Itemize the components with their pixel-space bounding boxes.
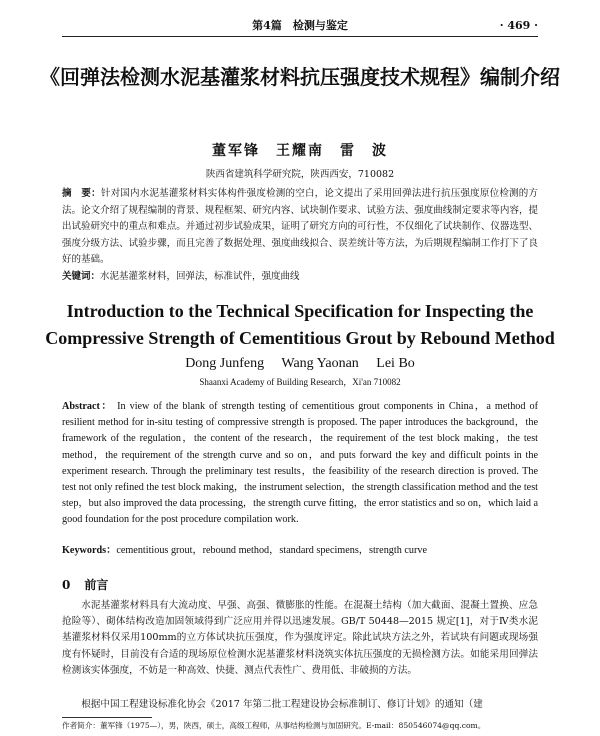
section-number: 0 — [62, 578, 71, 592]
intro-paragraph-1: 水泥基灌浆材料具有大流动度、早强、高强、微膨胀的性能。在混凝土结构（加大截面、混凝土置换、应急抢险等）、砌体结构改造加固领域得到广泛应用并得以迅速发展。GB/T 50448—2015 规定[1]，对于Ⅳ类水泥基灌浆材料仅采用100mm的立方体试块抗压强度，作为强度评定。除此试块方法之外，若试块有问题或现场强度有怀疑时，目前没有合适的现场原位检测水泥基灌浆材料浇筑实体抗压强度的无损检测方法。如能采用回弹法检测该实体强度，不妨是一种高效、快捷、测点代表性广、费用低、非破损的方法。 — [62, 600, 538, 676]
intro-paragraph-2: 根据中国工程建设标准化协会《2017 年第二批工程建设协会标准制订、修订计划》的通知（建 — [81, 699, 483, 710]
author-footnote: 作者简介：董军锋（1975—），男，陕西，硕士，高级工程师，从事结构检测与加固研究。E-mail：850546074@qq.com。 — [62, 721, 486, 730]
section-heading — [62, 576, 108, 593]
footnote-divider — [62, 717, 152, 718]
cn-affiliation: 陕西省建筑科学研究院，陕西西安，710082 — [205, 169, 395, 180]
cn-title: 《回弹法检测水泥基灌浆材料抗压强度技术规程》编制介绍 — [40, 65, 560, 89]
cn-keywords-label: 关键词： — [62, 271, 101, 282]
en-affiliation: Shaanxi Academy of Building Research，Xi'an 710082 — [199, 377, 401, 387]
en-keywords-label: Keywords： — [62, 545, 117, 556]
en-abstract-text: In view of the blank of strength testing of cementitious grout components in China，a method of resilient method for in-situ testing of compressive strength is proposed. The paper introduces the background，the framework of the regulation，the content of the research，the requirement of the test block making，the test method，the requirement of the strength curve and so on，and puts forward the key and difficult points in the experiment research. Through the preliminary test results，the feasibility of the research direction is proved. The test not only refined the test block making，the instrument selection，the strength classification method and the test step，but also improved the data processing，the strength curve fitting，the error statistics and so on，which laid a good foundation for the post procedure compilation work. — [62, 401, 539, 526]
en-keywords-text: cementitious grout，rebound method，standard specimens，strength curve — [116, 545, 427, 556]
header-section: 第4篇 检测与鉴定 — [252, 19, 348, 32]
cn-keywords-text: 水泥基灌浆材料，回弹法，标准试件，强度曲线 — [100, 271, 300, 282]
section-title: 前言 — [84, 578, 109, 592]
cn-authors: 董军锋 王耀南 雷 波 — [212, 143, 388, 159]
en-keywords — [62, 541, 538, 556]
cn-abstract-text: 针对国内水泥基灌浆材料实体构件强度检测的空白，论文提出了采用回弹法进行抗压强度原位检测的方法。论文介绍了规程编制的背景、规程框架、研究内容、试块制作要求、试验方法、强度曲线制定要求等内容，提出试验研究中的重点和难点。并通过初步试验成果，证明了研究方向的可行性，不仅细化了试块制作、仪器选型、强度分级方法、试验步骤，而且完善了数据处理、强度曲线拟合、误差统计等方法，为后期规程编制工作打下了良好的基础。 — [62, 188, 538, 265]
page-number: · 469 · — [499, 18, 538, 32]
en-authors: Dong Junfeng Wang Yaonan Lei Bo — [185, 356, 415, 371]
en-title: Introduction to the Technical Specification for Inspecting the Compressive Strength of Cementitious Grout by Rebound Method — [45, 301, 555, 348]
en-abstract — [62, 399, 538, 529]
cn-abstract — [62, 186, 538, 269]
en-abstract-label: Abstract： — [62, 401, 114, 412]
running-header — [62, 14, 538, 37]
cn-keywords — [62, 268, 538, 282]
cn-abstract-label: 摘 要： — [62, 188, 101, 199]
